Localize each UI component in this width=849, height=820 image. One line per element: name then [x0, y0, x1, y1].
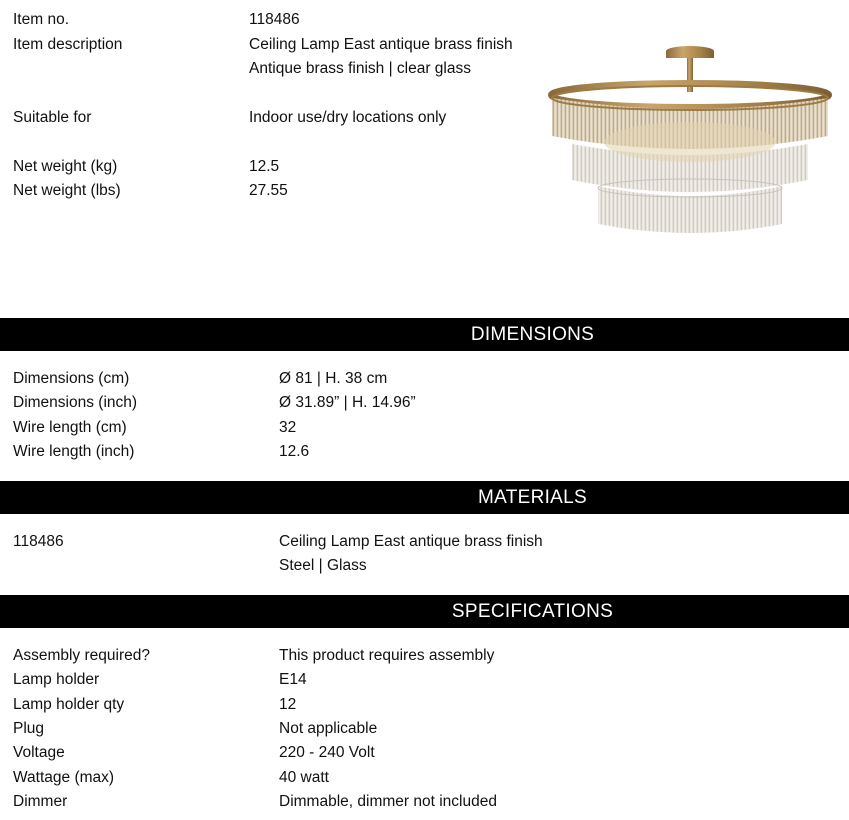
- wire-length-inch-value: 12.6: [279, 443, 310, 460]
- materials-title: MATERIALS: [478, 487, 587, 508]
- lamp-holder-qty-label: Lamp holder qty: [13, 696, 125, 713]
- materials-composition: Steel | Glass: [279, 557, 367, 574]
- voltage-label: Voltage: [13, 744, 65, 761]
- wattage-label: Wattage (max): [13, 769, 115, 786]
- dimensions-cm-label: Dimensions (cm): [13, 370, 130, 387]
- assembly-required-label: Assembly required?: [13, 647, 150, 664]
- materials-description: Ceiling Lamp East antique brass finish: [279, 533, 543, 550]
- net-weight-kg-label: Net weight (kg): [13, 158, 118, 175]
- dimensions-cm-value: Ø 81 | H. 38 cm: [279, 370, 388, 387]
- product-image-chandelier: [548, 44, 833, 239]
- plug-label: Plug: [13, 720, 45, 737]
- assembly-required-value: This product requires assembly: [279, 647, 495, 664]
- dimensions-inch-value: Ø 31.89” | H. 14.96”: [279, 394, 416, 411]
- suitable-for-value: Indoor use/dry locations only: [249, 109, 447, 126]
- wattage-value: 40 watt: [279, 769, 329, 786]
- dimmer-label: Dimmer: [13, 793, 68, 810]
- net-weight-kg-value: 12.5: [249, 158, 280, 175]
- wire-length-cm-label: Wire length (cm): [13, 419, 127, 436]
- plug-value: Not applicable: [279, 720, 378, 737]
- specifications-header: [0, 595, 849, 628]
- item-no-value: 118486: [249, 11, 300, 28]
- wire-length-cm-value: 32: [279, 419, 297, 436]
- dimensions-header: [0, 318, 849, 351]
- lamp-holder-value: E14: [279, 671, 307, 688]
- item-description-label: Item description: [13, 36, 123, 53]
- dimensions-inch-label: Dimensions (inch): [13, 394, 138, 411]
- specifications-title: SPECIFICATIONS: [451, 601, 614, 622]
- lamp-holder-label: Lamp holder: [13, 671, 100, 688]
- wire-length-inch-label: Wire length (inch): [13, 443, 135, 460]
- voltage-value: 220 - 240 Volt: [279, 744, 375, 761]
- item-description-line2: Antique brass finish | clear glass: [249, 60, 471, 77]
- item-no-label: Item no.: [13, 11, 69, 28]
- dimmer-value: Dimmable, dimmer not included: [279, 793, 497, 810]
- suitable-for-label: Suitable for: [13, 109, 92, 126]
- lamp-holder-qty-value: 12: [279, 696, 297, 713]
- net-weight-lbs-label: Net weight (lbs): [13, 182, 121, 199]
- materials-item-no: 118486: [13, 533, 64, 550]
- net-weight-lbs-value: 27.55: [249, 182, 288, 199]
- dimensions-title: DIMENSIONS: [470, 324, 595, 345]
- materials-header: [0, 481, 849, 514]
- item-description-line1: Ceiling Lamp East antique brass finish: [249, 36, 513, 53]
